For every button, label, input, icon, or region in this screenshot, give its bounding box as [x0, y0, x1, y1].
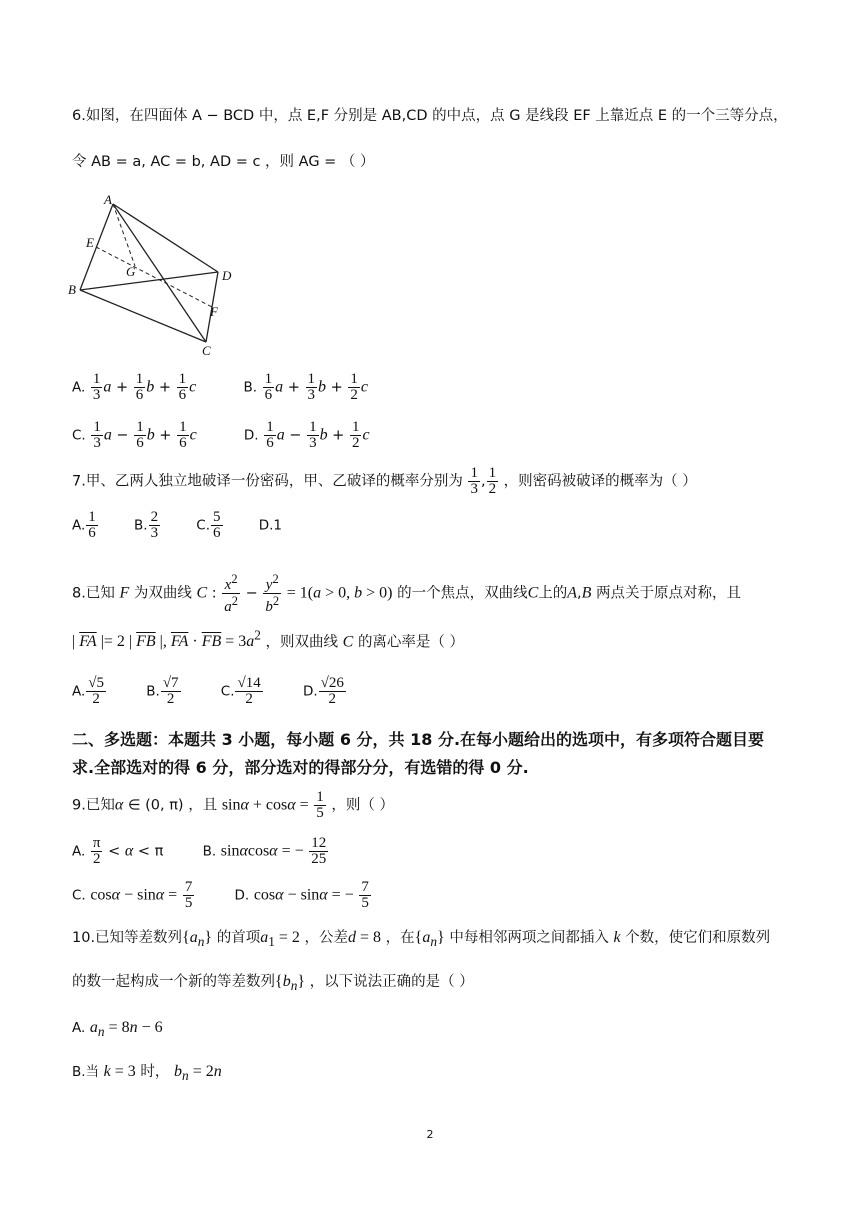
tetrahedron-figure — [68, 192, 248, 362]
q8-stem-line1: 8.已知 F 为双曲线 C : $\frac{x^2}{a^2}$ − $\frac{y^2}{b^2}$ = 1(a > 0, b > 0) 的一个焦点，双曲线C上的A,B 两点关于原点对称，且 — [72, 572, 742, 615]
q9-options-row1: A. $\frac{\pi}{2}$ < α < π B. sinαcosα = − $\frac{12}{25}$ — [72, 835, 327, 867]
label-C: C — [202, 343, 211, 358]
label-E: E — [86, 235, 94, 250]
q7-options: A. $\frac{1}{6}$ B. $\frac{2}{3}$ C. $\frac{5}{6}$ D.1 — [72, 509, 283, 541]
label-D: D — [222, 268, 232, 283]
q10-stem-line2: 的数一起构成一个新的等差数列$\{b_n\}$ ，以下说法正确的是（ ） — [72, 973, 474, 994]
q6-stem-line1: 6.如图，在四面体 A − BCD 中，点 E,F 分别是 AB,CD 的中点，点 G 是线段 EF 上靠近点 E 的一个三等分点， — [72, 108, 788, 124]
section2-heading-line2: 求.全部选对的得 6 分，部分选对的得部分分，有选错的得 0 分. — [72, 758, 529, 777]
q8-options: A. $\frac{√5}{2}$ B. $\frac{√7}{2}$ C. $\frac{√14}{2}$ D. $\frac{√26}{2}$ — [72, 675, 344, 707]
q6-options-row1: A. $\frac{1}{3}$ a + $\frac{1}{6}$ b + $\frac{1}{6}$ c B. $\frac{1}{6}$ a + $\frac{1}{3}$ b + $\frac{1}{2}$ c — [72, 371, 369, 403]
label-A: A — [104, 192, 112, 207]
q6-stem-line2: 令 AB = a, AC = b, AD = c ，则 AG = （ ） — [72, 154, 375, 170]
page-number: 2 — [426, 1128, 434, 1141]
q9-options-row2: C. cosα − sinα = $\frac{7}{5}$ D. cosα − sinα = − $\frac{7}{5}$ — [72, 879, 369, 911]
q9-stem: 9.已知α ∈ (0, π) ，且 sinα + cosα = $\frac{1}{5}$ ，则（ ） — [72, 789, 395, 821]
q10-option-A: A. $a_n = 8n - 6$ — [72, 1019, 163, 1040]
section2-heading-line1: 二、多选题：本题共 3 小题，每小题 6 分，共 18 分.在每小题给出的选项中，有多项符合题目要 — [72, 730, 765, 749]
q6-options-row2: C. $\frac{1}{3}$ a − $\frac{1}{6}$ b + $\frac{1}{6}$ c D. $\frac{1}{6}$ a − $\frac{1}{3}$ b + $\frac{1}{2}$ c — [72, 419, 370, 451]
q10-option-B: B.当 k = 3 时， $b_n = 2n$ — [72, 1063, 222, 1084]
label-B: B — [68, 282, 76, 297]
q8-stem-line2: | $\overline{FA}$ |= 2 | $\overline{FB}$ |, $\overline{FA} \cdot \overline{FB} = 3a^2$ ，则双曲线 C 的离心率是（ ） — [72, 628, 465, 651]
q10-stem-line1: 10.已知等差数列$\{a_n\}$ 的首项$a_1 = 2$ ，公差d = 8 ，在$\{a_n\}$ 中每相邻两项之间都插入 k 个数，使它们和原数列 — [72, 929, 771, 950]
label-F: F — [210, 304, 218, 319]
q7-stem: 7.甲、乙两人独立地破译一份密码，甲、乙破译的概率分别为 $\frac{1}{3}$ , $\frac{1}{2}$ ，则密码被破译的概率为（ ） — [72, 465, 697, 497]
label-G: G — [126, 264, 136, 279]
